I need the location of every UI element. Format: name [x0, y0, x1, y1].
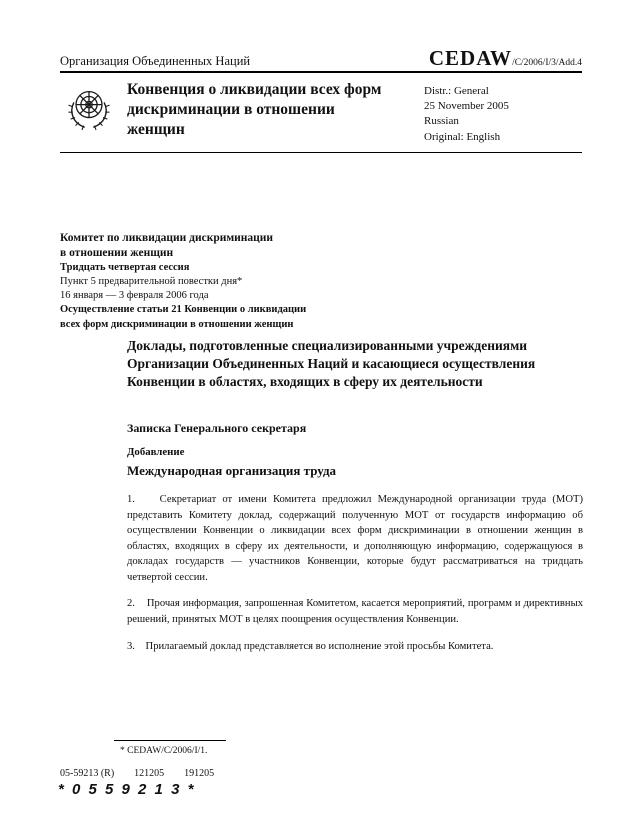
- footer-line: [60, 768, 214, 779]
- footer-code-2: 191205: [184, 768, 215, 779]
- agenda-item: Пункт 5 предварительной повестки дня*: [60, 276, 243, 288]
- session-block: [60, 231, 306, 332]
- addendum-label: Добавление: [127, 446, 185, 458]
- document-symbol-suffix: /C/2006/I/3/Add.4: [512, 58, 582, 68]
- distr-language: Russian: [424, 115, 459, 128]
- distr-original: Original: English: [424, 130, 501, 143]
- document-header: [60, 46, 582, 71]
- agenda-item-title-line1: Осуществление статьи 21 Конвенции о ликвидации: [60, 304, 307, 316]
- footer-doc-number: 05-59213 (R): [60, 768, 115, 779]
- document-subheading: Записка Генерального секретаря: [127, 421, 307, 435]
- section-title: Международная организация труда: [127, 463, 337, 478]
- un-globe-icon: [62, 83, 116, 137]
- organization-name: Организация Объединенных Наций: [60, 54, 251, 68]
- document-heading: Доклады, подготовленные специализированными учреждениями Организации Объединенных Наций и касающиеся осуществления Конвенции в областях, входящих в сферу их деятельности: [127, 338, 536, 390]
- distr-date: 25 November 2005: [424, 100, 509, 113]
- footnote-text: * CEDAW/C/2006/I/1.: [120, 746, 208, 756]
- masthead-rule: [60, 152, 582, 153]
- paragraph-2: 2. Прочая информация, запрошенная Комитетом, касается мероприятий, программ и директивных решений, принятых МОТ в целях поощрения осуществления Конвенции.: [127, 598, 583, 625]
- footnote-rule: [114, 740, 226, 741]
- session-dates: 16 января — 3 февраля 2006 года: [60, 290, 209, 302]
- committee-name-line2: в отношении женщин: [60, 246, 174, 259]
- barcode-text: * 0 5 5 9 2 1 3 *: [58, 781, 196, 798]
- document-symbol-main: CEDAW: [428, 46, 513, 70]
- distr-type: Distr.: General: [424, 85, 489, 97]
- committee-name-line1: Комитет по ликвидации дискриминации: [60, 232, 274, 244]
- footer-code-1: 121205: [134, 768, 165, 779]
- distribution-block: [424, 84, 509, 145]
- agenda-item-title-line2: всех форм дискриминации в отношении женщин: [60, 318, 294, 330]
- document-symbol: [429, 46, 582, 71]
- session-title: Тридцать четвертая сессия: [60, 261, 190, 273]
- paragraph-1: 1. Секретариат от имени Комитета предложил Международной организации труда (МОТ) представить Комитету доклад, содержащий полученную МОТ от государств информацию об осуществлении Конвенции о ликвидации всех форм дискриминации в отношении женщин в областях, входящих в сферу их деятельности, и дополняющую информацию, содержащуюся в докладах государств — участников Конвенции, которые будут рассматриваться на тридцать четвертой сессии.: [127, 494, 583, 583]
- header-rule: [60, 71, 582, 73]
- un-emblem-logo: [62, 83, 116, 142]
- paragraph-3: 3. Прилагаемый доклад представляется во исполнение этой просьбы Комитета.: [127, 640, 494, 652]
- convention-title: Конвенция о ликвидации всех форм дискриминации в отношении женщин: [127, 81, 382, 138]
- body-paragraphs: [127, 492, 583, 665]
